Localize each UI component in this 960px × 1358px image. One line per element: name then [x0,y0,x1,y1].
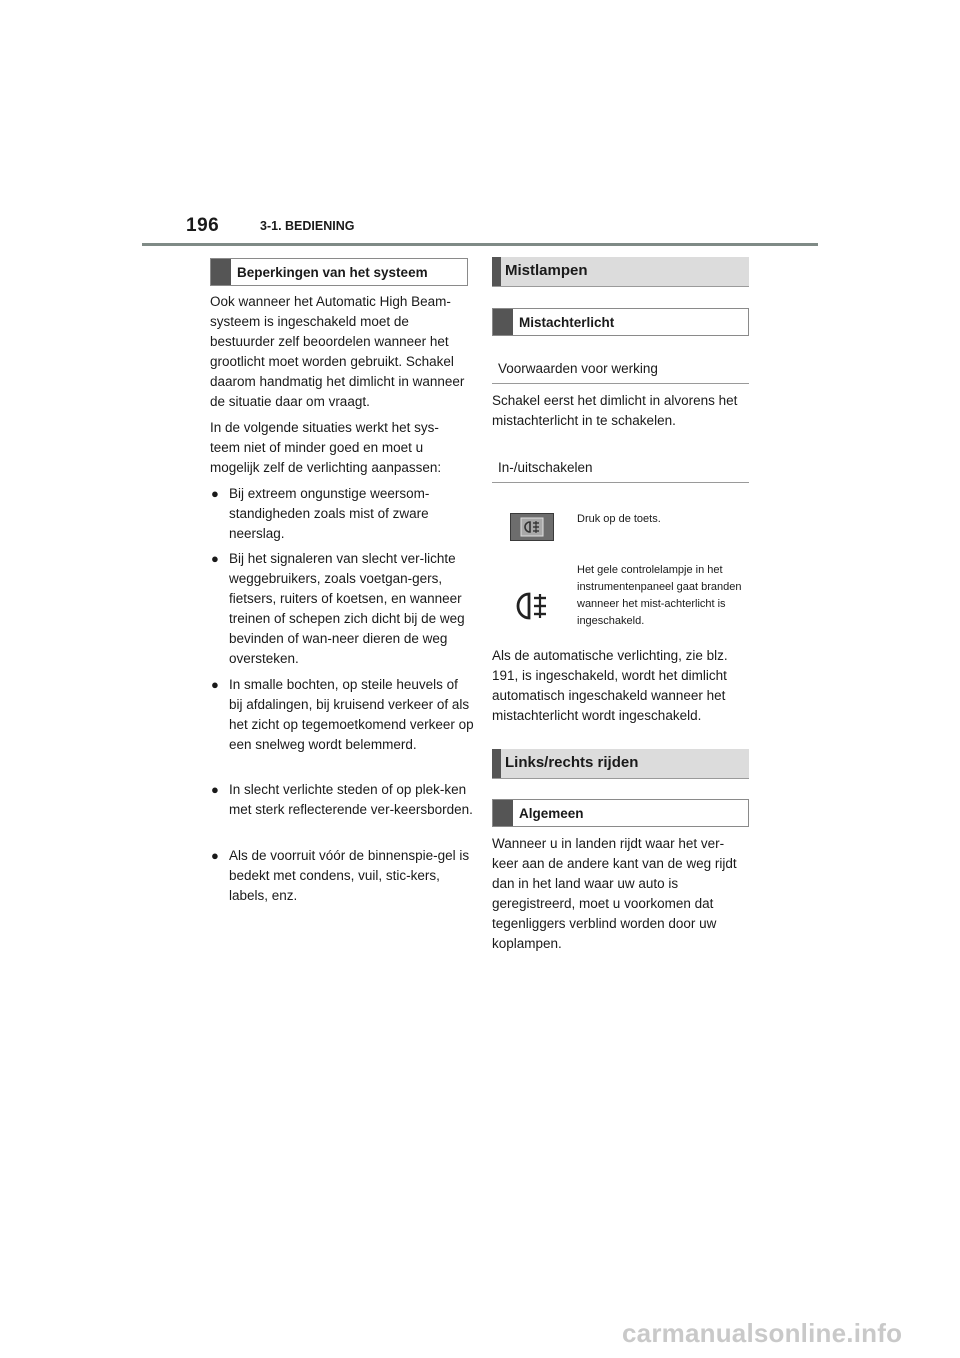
list-item [210,484,474,544]
heading-text: Algemeen [519,806,584,821]
list-item-text: Als de voorruit vóór de binnenspie-gel is bedekt met condens, vuil, stic-kers, labels, enz. [229,848,470,903]
icon-row-text: Druk op de toets. [577,513,661,525]
heading-bar [492,749,501,778]
list-item-text: In smalle bochten, op steile heuvels of bij afdalingen, bij kruisend verkeer of als het zicht op tegemoetkomend verkeer op een snelweg wordt belemmerd. [229,677,474,752]
rear-fog-light-button-icon [510,513,554,541]
heading-beperkingen [210,258,468,286]
icon-row-text: Het gele controlelampje in het instrumentenpaneel gaat branden wanneer het mist-achterlicht is ingeschakeld. [577,564,742,627]
paragraph: In de volgende situaties werkt het sys-teem niet of minder goed en moet u mogelijk zelf de verlichting aanpassen: [210,420,442,475]
paragraph: Schakel eerst het dimlicht in alvorens het mistachterlicht in te schakelen. [492,393,738,428]
heading-text: Voorwaarden voor werking [498,361,658,376]
heading-text: Mistachterlicht [519,315,615,330]
bullet-icon: ● [211,486,219,501]
list-item [210,675,474,755]
heading-voorwaarden [492,356,749,384]
heading-text: Links/rechts rijden [505,754,639,771]
bullet-icon: ● [211,848,219,863]
heading-mistachterlicht [492,308,749,336]
heading-text: In-/uitschakelen [498,460,593,475]
heading-text: Beperkingen van het systeem [237,265,428,280]
rear-fog-light-indicator-icon [514,589,552,623]
heading-mistlampen [492,257,749,287]
bullet-icon: ● [211,677,219,692]
heading-links-rechts [492,749,749,779]
list-item-text: Bij extreem ongunstige weersom-standigheden zoals mist of zware neerslag. [229,486,430,541]
bullet-icon: ● [211,782,219,797]
list-item [210,846,474,906]
heading-text: Mistlampen [505,262,588,279]
bullet-icon: ● [211,551,219,566]
section-title: 3-1. BEDIENING [260,219,355,233]
heading-bar [492,257,501,286]
list-item-text: Bij het signaleren van slecht ver-lichte weggebruikers, zoals voetgan-gers, fietsers, ruiters of koetsen, en wanneer treinen of schepen zich dicht bij de weg bevinden of wan-neer dieren de weg oversteken. [229,551,465,666]
heading-bar [493,800,513,826]
paragraph: Wanneer u in landen rijdt waar het ver-keer aan de andere kant van de weg rijdt dan in het land waar uw auto is geregistreerd, moet u voorkomen dat tegenliggers verblind worden door uw koplampen. [492,836,737,951]
list-item-text: In slecht verlichte steden of op plek-ken met sterk reflecterende ver-keersborden. [229,782,473,817]
list-item [210,780,474,820]
heading-bar [493,309,513,335]
list-item [210,549,474,669]
heading-algemeen [492,799,749,827]
header-rule [142,243,818,246]
watermark: carmanualsonline.info [622,1318,903,1348]
paragraph: Ook wanneer het Automatic High Beam-systeem is ingeschakeld moet de bestuurder zelf beoordelen wanneer het grootlicht moet worden gebruikt. Schakel daarom handmatig het dimlicht in wanneer de situatie daar om vraagt. [210,294,465,409]
heading-in-uitschakelen [492,455,749,483]
paragraph: Als de automatische verlichting, zie blz. 191, is ingeschakeld, wordt het dimlicht automatisch ingeschakeld wanneer het mistachterlicht wordt ingeschakeld. [492,648,728,723]
page-number: 196 [186,215,220,236]
heading-bar [211,259,231,285]
